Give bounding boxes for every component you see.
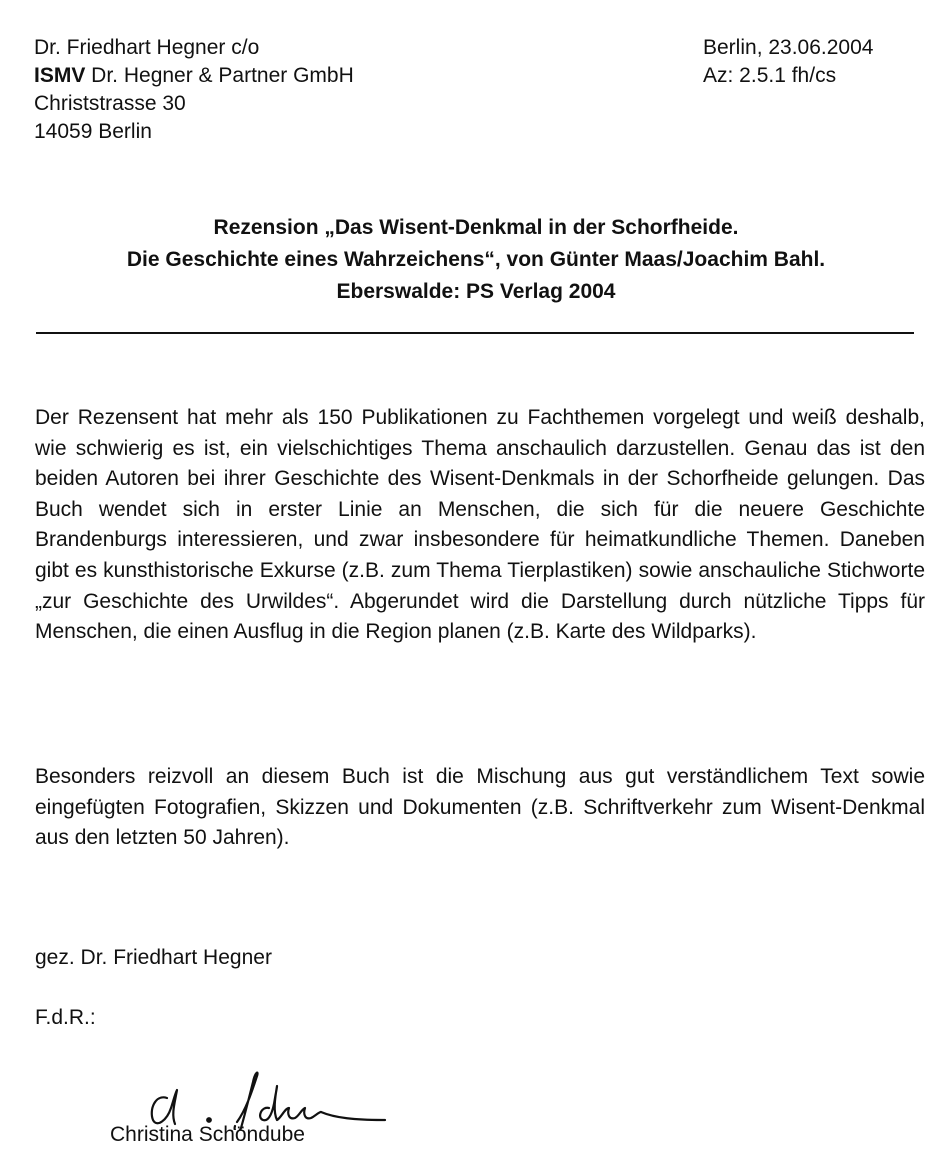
review-heading bbox=[40, 212, 912, 308]
body-paragraph-1: Der Rezensent hat mehr als 150 Publikationen zu Fachthemen vorgelegt und weiß deshalb, wie schwierig es ist, ein vielschichtiges Thema anschaulich darzustellen. Genau das ist den beiden Autoren bei ihrer Geschichte des Wisent-Denkmals in der Schorfheide gelungen. Das Buch wendet sich in erster Linie an Menschen, die sich für die neuere Geschichte Brandenburgs interessieren, und zwar insbesondere für heimatkundliche Themen. Daneben gibt es kunsthistorische Exkurse (z.B. zum Thema Tierplastiken) sowie anschauliche Stichworte „zur Geschichte des Urwildes“. Abgerundet wird die Darstellung durch nützliche Tipps für Menschen, die einen Ausflug in die Region planen (z.B. Karte des Wildparks). bbox=[35, 406, 925, 644]
sender-name: Dr. Friedhart Hegner c/o bbox=[34, 36, 260, 59]
heading-line-2: Die Geschichte eines Wahrzeichens“, von Günter Maas/Joachim Bahl. bbox=[126, 248, 826, 271]
heading-line-1: Rezension „Das Wisent-Denkmal in der Schorfheide. bbox=[213, 216, 739, 239]
signed-by: gez. Dr. Friedhart Hegner bbox=[35, 946, 272, 969]
company-abbrev: ISMV bbox=[34, 64, 86, 87]
letter-date: Berlin, 23.06.2004 bbox=[703, 36, 874, 59]
reference-number: Az: 2.5.1 fh/cs bbox=[703, 64, 837, 87]
sender-city: 14059 Berlin bbox=[34, 120, 152, 143]
date-reference-block bbox=[703, 34, 873, 90]
sender-address bbox=[34, 34, 354, 146]
heading-line-3: Eberswalde: PS Verlag 2004 bbox=[336, 280, 616, 303]
sender-street: Christstrasse 30 bbox=[34, 92, 186, 115]
fdr-label: F.d.R.: bbox=[35, 1006, 96, 1029]
handwritten-signature-icon bbox=[145, 1068, 395, 1130]
heading-divider bbox=[36, 332, 914, 334]
body-paragraph-2: Besonders reizvoll an diesem Buch ist die Mischung aus gut verständlichem Text sowie eingefügten Fotografien, Skizzen und Dokumenten (z.B. Schriftverkehr zum Wisent-Denkmal aus den letzten 50 Jahren). bbox=[35, 765, 925, 850]
signature-name: Christina Schöndube bbox=[110, 1123, 305, 1146]
sender-company bbox=[34, 62, 354, 90]
company-name: Dr. Hegner & Partner GmbH bbox=[85, 64, 354, 87]
